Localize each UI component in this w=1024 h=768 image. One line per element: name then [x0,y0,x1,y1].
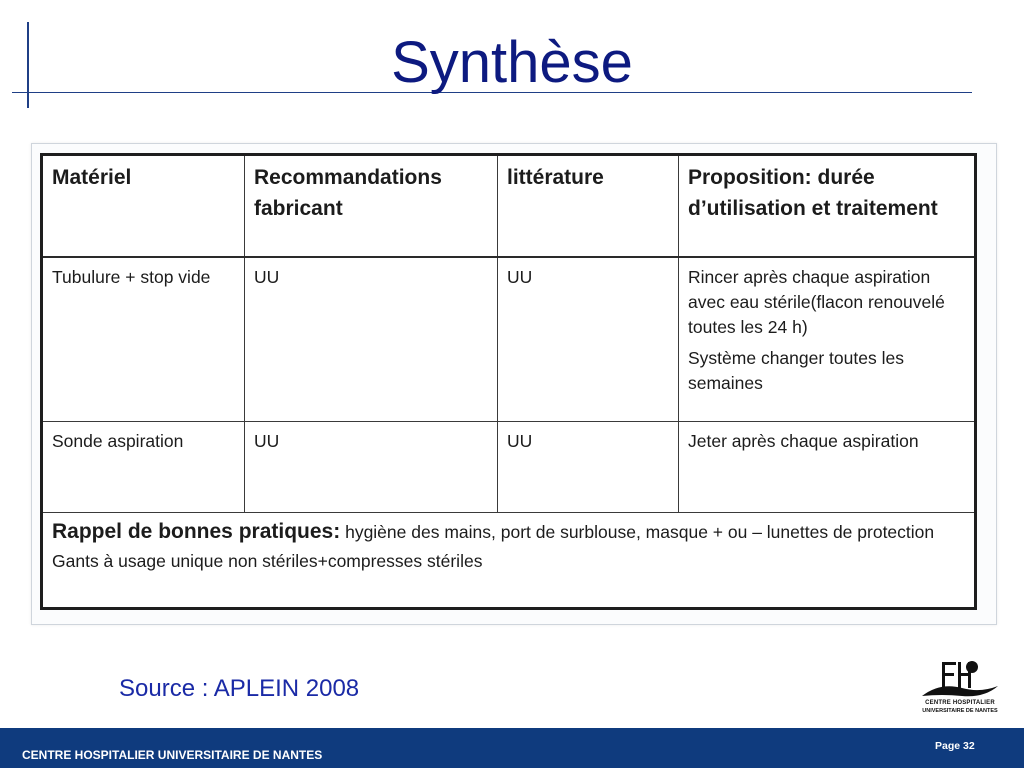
rappel-cell [42,513,976,609]
header-proposition: Proposition: durée d’utilisation et traitement [679,155,976,258]
cell-recommandations: UU [245,257,498,422]
logo-text-line2: UNIVERSITAIRE DE NANTES [922,708,998,714]
rappel-line-2: Gants à usage unique non stériles+compresses stériles [52,551,483,571]
footer-organization: CENTRE HOSPITALIER UNIVERSITAIRE DE NANTES [22,748,323,762]
cell-litterature: UU [498,422,679,513]
table-row [42,257,976,422]
proposition-paragraph-2: Système changer toutes les semaines [688,348,904,393]
cell-materiel: Tubulure + stop vide [42,257,245,422]
cell-litterature: UU [498,257,679,422]
synthesis-table [40,153,977,610]
page-number: Page 32 [935,740,975,752]
rappel-row [42,513,976,609]
rappel-text: hygiène des mains, port de surblouse, masque + ou – lunettes de protection [340,522,935,542]
source-citation: Source : APLEIN 2008 [119,675,360,702]
header-recommandations: Recommandations fabricant [245,155,498,258]
cell-proposition: Jeter après chaque aspiration [679,422,976,513]
cell-recommandations: UU [245,422,498,513]
slide-title: Synthèse [391,30,633,95]
proposition-paragraph-1: Rincer après chaque aspiration avec eau stérile(flacon renouvelé toutes les 24 h) [688,267,945,337]
cell-materiel: Sonde aspiration [42,422,245,513]
rappel-label: Rappel de bonnes pratiques: [52,520,341,543]
footer-bar [0,728,1024,768]
header-materiel: Matériel [42,155,245,258]
logo-text-line1: CENTRE HOSPITALIER [925,700,995,706]
cell-proposition [679,257,976,422]
table-row [42,422,976,513]
table-header-row [42,155,976,258]
header-litterature: littérature [498,155,679,258]
